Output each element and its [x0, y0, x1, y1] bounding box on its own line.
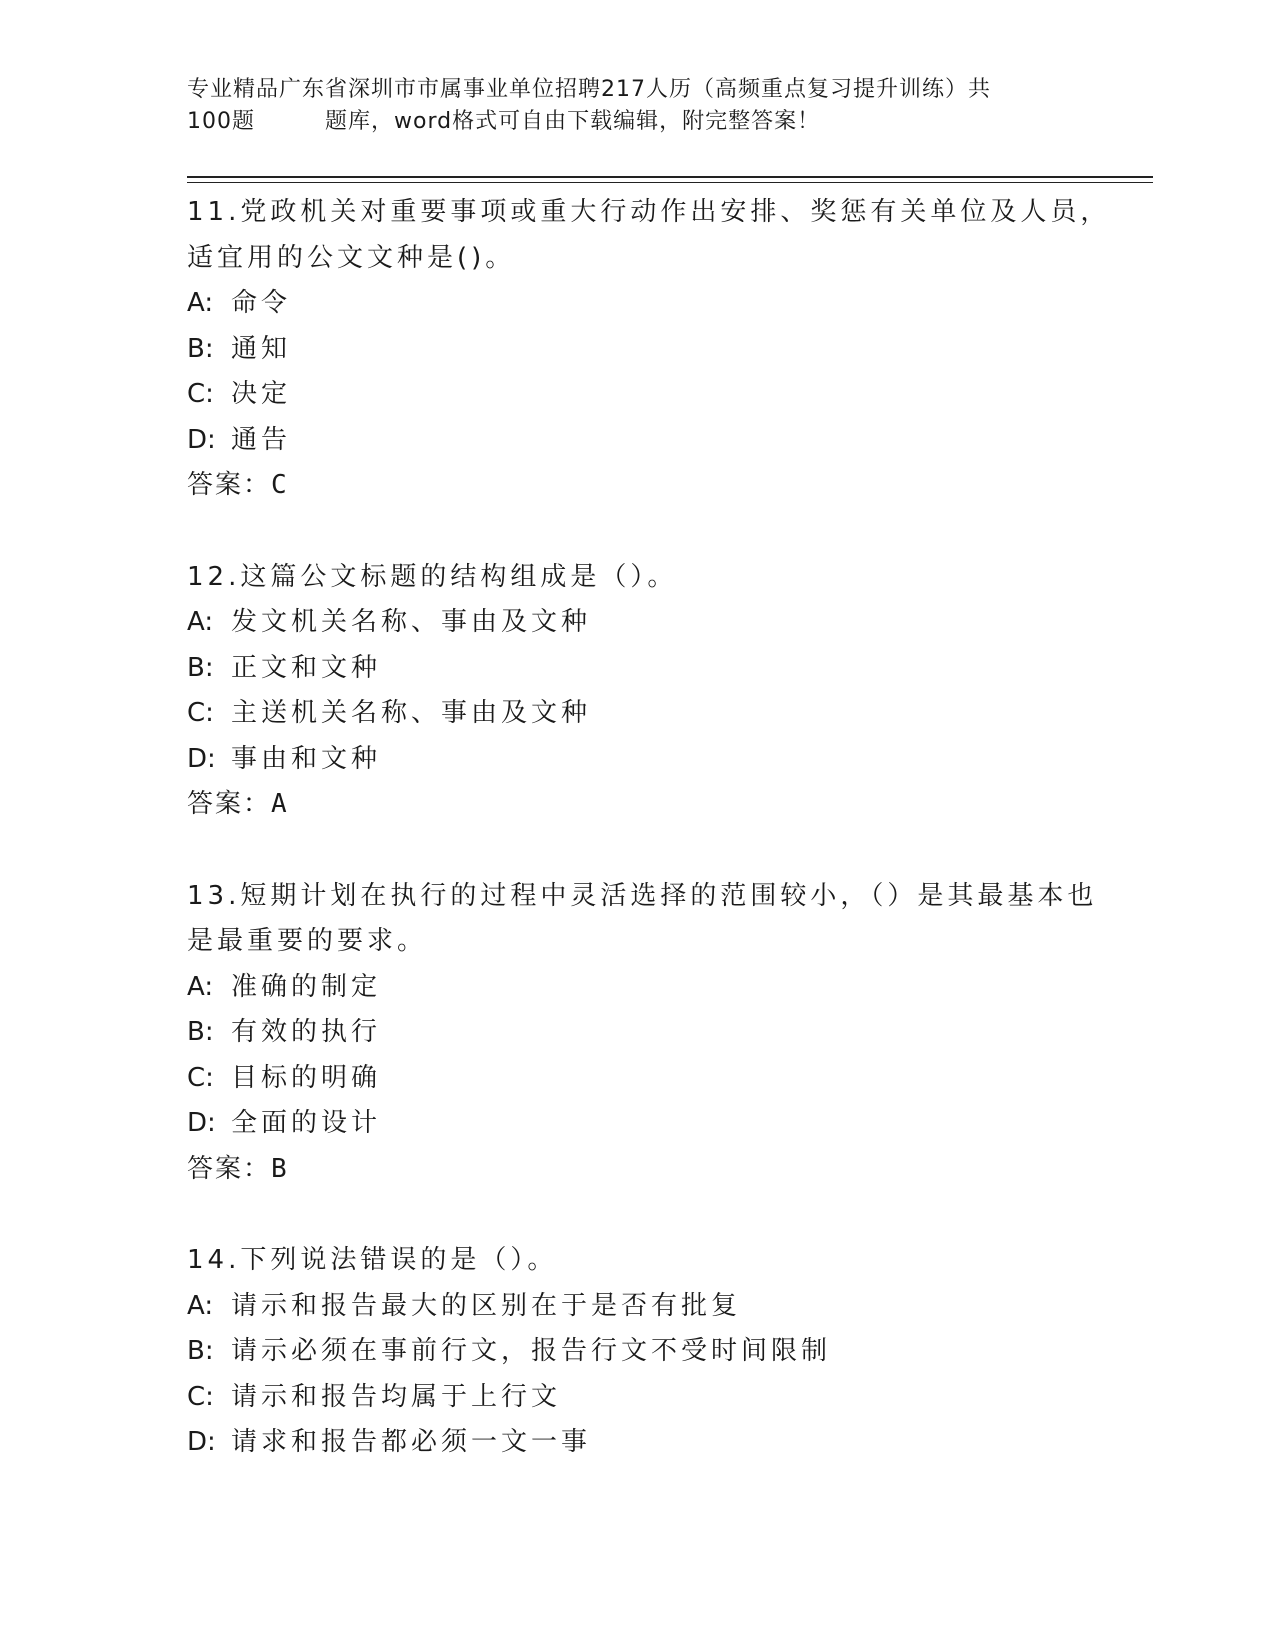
option-letter: C:	[187, 1062, 214, 1093]
header-divider-thin	[187, 182, 1153, 183]
question-stem: 11.党政机关对重要事项或重大行动作出安排、奖惩有关单位及人员，	[187, 197, 1111, 227]
header-description: 题库，word格式可自由下载编辑，附完整答案！	[325, 109, 821, 134]
option-letter: B:	[187, 1017, 214, 1047]
answer-option	[187, 327, 1147, 373]
answer-option	[187, 737, 1147, 783]
option-letter: A:	[187, 971, 214, 1002]
question-stem: 是最重要的要求。	[187, 926, 428, 956]
answer-option	[187, 1284, 1147, 1330]
answer-option	[187, 1375, 1147, 1421]
question-stem: 14.下列说法错误的是（）。	[187, 1245, 558, 1275]
answer-label: 答案：	[187, 1153, 272, 1184]
option-text: 通告	[231, 424, 292, 455]
question-block	[187, 190, 1147, 509]
question-block	[187, 1238, 1147, 1466]
option-letter: D:	[187, 743, 216, 774]
answer-label: 答案：	[187, 470, 272, 500]
answer-option	[187, 1010, 1147, 1056]
document-header	[187, 74, 1087, 138]
answer-value: A	[271, 789, 287, 819]
option-letter: B:	[187, 652, 214, 683]
question-list	[187, 190, 1147, 1512]
header-line-2	[187, 106, 1087, 138]
option-letter: D:	[187, 1427, 216, 1457]
option-letter: A:	[187, 288, 214, 318]
option-text: 命令	[231, 288, 292, 318]
answer-option	[187, 1329, 1147, 1375]
answer-line	[187, 1147, 1147, 1193]
header-divider-thick	[187, 176, 1153, 178]
answer-option	[187, 372, 1147, 418]
option-letter: B:	[187, 1336, 214, 1366]
answer-option	[187, 281, 1147, 327]
option-text: 通知	[231, 333, 292, 364]
answer-option	[187, 691, 1147, 737]
option-letter: A:	[187, 1290, 214, 1321]
question-block	[187, 874, 1147, 1193]
option-text: 目标的明确	[231, 1062, 382, 1093]
option-letter: C:	[187, 379, 214, 409]
option-text: 发文机关名称、事由及文种	[231, 607, 592, 637]
answer-option	[187, 1420, 1147, 1466]
question-stem: 13.短期计划在执行的过程中灵活选择的范围较小，（）是其最基本也	[187, 880, 1098, 911]
option-letter: B:	[187, 333, 214, 364]
question-block	[187, 555, 1147, 828]
option-text: 主送机关名称、事由及文种	[231, 698, 592, 728]
option-letter: D:	[187, 1108, 216, 1138]
option-text: 请示和报告最大的区别在于是否有批复	[231, 1290, 742, 1321]
answer-option	[187, 1101, 1147, 1147]
header-line-1: 专业精品广东省深圳市市属事业单位招聘217人历（高频重点复习提升训练）共	[187, 77, 991, 102]
answer-option	[187, 418, 1147, 464]
option-text: 全面的设计	[231, 1108, 382, 1138]
question-stem: 适宜用的公文文种是()。	[187, 242, 516, 273]
answer-line	[187, 782, 1147, 828]
answer-option	[187, 646, 1147, 692]
option-text: 事由和文种	[231, 743, 382, 774]
option-letter: C:	[187, 698, 214, 728]
answer-value: B	[271, 1153, 287, 1184]
option-letter: D:	[187, 424, 216, 455]
option-text: 请求和报告都必须一文一事	[231, 1427, 592, 1457]
option-letter: C:	[187, 1381, 214, 1412]
answer-option	[187, 1056, 1147, 1102]
answer-line	[187, 463, 1147, 509]
answer-option	[187, 965, 1147, 1011]
header-question-count: 100题	[187, 109, 255, 134]
answer-value: C	[271, 470, 287, 500]
option-text: 决定	[231, 379, 292, 409]
option-text: 正文和文种	[231, 652, 382, 683]
answer-label: 答案：	[187, 789, 272, 819]
option-letter: A:	[187, 607, 214, 637]
option-text: 请示必须在事前行文，报告行文不受时间限制	[231, 1336, 832, 1366]
answer-option	[187, 600, 1147, 646]
option-text: 有效的执行	[231, 1017, 382, 1047]
option-text: 请示和报告均属于上行文	[231, 1381, 562, 1412]
option-text: 准确的制定	[231, 971, 382, 1002]
question-stem: 12.这篇公文标题的结构组成是（）。	[187, 561, 678, 592]
